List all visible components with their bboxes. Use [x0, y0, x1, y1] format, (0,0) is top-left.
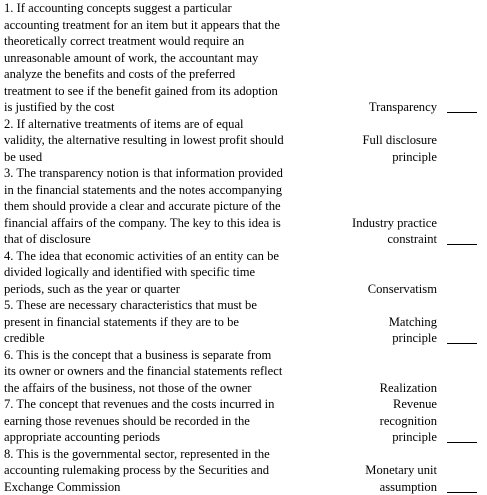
- definition-line: be used: [4, 149, 42, 166]
- definition-line: accounting treatment for an item but it appears that the: [4, 17, 280, 34]
- term-label: constraint: [387, 231, 437, 248]
- answer-blank[interactable]: [447, 442, 477, 443]
- definition-line: is justified by the cost: [4, 99, 115, 116]
- answer-blank[interactable]: [447, 492, 477, 493]
- term-label: Industry practice: [352, 215, 437, 232]
- definition-line: financial affairs of the company. The key to this idea is: [4, 215, 281, 232]
- definition-line: divided logically and identified with specific time: [4, 264, 255, 281]
- definition-line: appropriate accounting periods: [4, 429, 160, 446]
- definition-line: Exchange Commission: [4, 479, 120, 495]
- definition-line: theoretically correct treatment would require an: [4, 33, 244, 50]
- definition-line: 7. The concept that revenues and the costs incurred in: [4, 396, 274, 413]
- answer-blank[interactable]: [447, 343, 477, 344]
- definition-line: 3. The transparency notion is that information provided: [4, 165, 283, 182]
- definition-line: unreasonable amount of work, the accountant may: [4, 50, 258, 67]
- definition-line: validity, the alternative resulting in lowest profit should: [4, 132, 284, 149]
- definition-line: present in financial statements if they are to be: [4, 314, 239, 331]
- term-label: Full disclosure: [362, 132, 437, 149]
- term-label: Transparency: [369, 99, 437, 116]
- definition-line: earning those revenues should be recorded in the: [4, 413, 250, 430]
- term-label: Realization: [380, 380, 437, 397]
- term-label: Monetary unit: [365, 462, 437, 479]
- definition-line: its owner or owners and the financial statements reflect: [4, 363, 282, 380]
- definition-line: the affairs of the business, not those of the owner: [4, 380, 251, 397]
- definition-line: them should provide a clear and accurate picture of the: [4, 198, 281, 215]
- definition-line: analyze the benefits and costs of the preferred: [4, 66, 235, 83]
- term-label: Matching: [389, 314, 437, 331]
- definition-line: 5. These are necessary characteristics that must be: [4, 297, 257, 314]
- term-label: principle: [392, 330, 437, 347]
- definition-line: periods, such as the year or quarter: [4, 281, 180, 298]
- term-label: Revenue: [393, 396, 437, 413]
- term-label: principle: [392, 429, 437, 446]
- term-label: assumption: [380, 479, 437, 495]
- definition-line: treatment to see if the benefit gained from its adoption: [4, 83, 278, 100]
- definition-line: 2. If alternative treatments of items are of equal: [4, 116, 244, 133]
- definition-line: accounting rulemaking process by the Securities and: [4, 462, 269, 479]
- definition-line: 4. The idea that economic activities of an entity can be: [4, 248, 279, 265]
- term-label: Conservatism: [368, 281, 437, 298]
- term-label: recognition: [380, 413, 437, 430]
- answer-blank[interactable]: [447, 244, 477, 245]
- definition-line: that of disclosure: [4, 231, 91, 248]
- definition-line: 8. This is the governmental sector, represented in the: [4, 446, 270, 463]
- term-label: principle: [392, 149, 437, 166]
- definition-line: 6. This is the concept that a business is separate from: [4, 347, 271, 364]
- definition-line: in the financial statements and the notes accompanying: [4, 182, 282, 199]
- answer-blank[interactable]: [447, 112, 477, 113]
- definition-line: 1. If accounting concepts suggest a particular: [4, 0, 232, 17]
- definition-line: credible: [4, 330, 45, 347]
